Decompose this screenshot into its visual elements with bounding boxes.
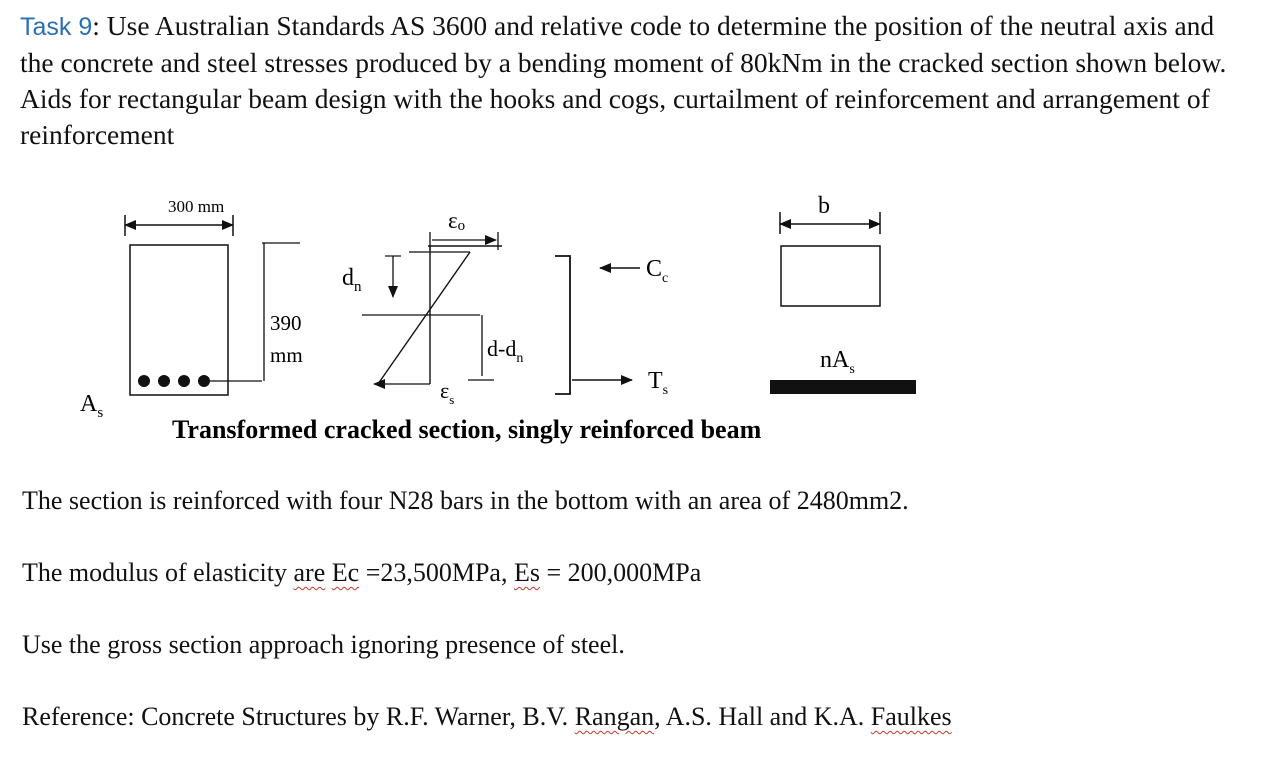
beam-cross-section xyxy=(130,245,228,395)
rebar-3 xyxy=(178,375,190,387)
beam-section-figure xyxy=(0,170,1264,460)
reference-paragraph: Reference: Concrete Structures by R.F. Warner, B.V. Rangan, A.S. Hall and K.A. Faulkes xyxy=(22,702,952,731)
width-dimension-label: 300 mm xyxy=(168,197,225,216)
modulus-paragraph: The modulus of elasticity are Ec =23,500MPa, Es = 200,000MPa xyxy=(22,558,702,587)
nas-label: $nA_s$ xyxy=(820,347,855,377)
rebar-2 xyxy=(158,375,170,387)
figure-caption: Transformed cracked section, singly reinforced beam xyxy=(172,415,762,444)
force-bracket xyxy=(555,256,570,394)
method-paragraph: Use the gross section approach ignoring presence of steel. xyxy=(22,630,625,659)
reinforcement-paragraph: The section is reinforced with four N28 bars in the bottom with an area of 2480mm2. xyxy=(22,486,909,515)
transformed-compression-zone xyxy=(781,246,880,306)
cc-label: $C_c$ xyxy=(646,256,669,286)
eps-s-label: $\varepsilon_s$ xyxy=(440,378,455,407)
transformed-steel-area xyxy=(770,380,916,394)
eps0-label: εo xyxy=(448,208,466,234)
task-text: : Use Australian Standards AS 3600 and relative code to determine the position of the neutral axis and the concrete and steel stresses produced by a bending moment of 80kNm in the cracked section shown below. Aids for rectangular beam design with the hooks and cogs, curtailment of reinforcement and arrangement of reinforcement xyxy=(20,10,1227,150)
rebar-1 xyxy=(138,375,150,387)
dn-label: $d_n$ xyxy=(342,265,362,295)
task-statement xyxy=(20,8,1245,153)
ts-label: $T_s$ xyxy=(648,368,669,398)
strain-profile-line xyxy=(378,252,470,384)
depth-label-unit: mm xyxy=(270,343,303,367)
depth-label-value: 390 xyxy=(270,311,302,335)
ddn-label: $d-d_n$ xyxy=(487,336,524,366)
task-label: Task 9 xyxy=(20,13,93,41)
b-label: b xyxy=(818,193,830,219)
as-label: $A_s$ xyxy=(80,391,104,421)
